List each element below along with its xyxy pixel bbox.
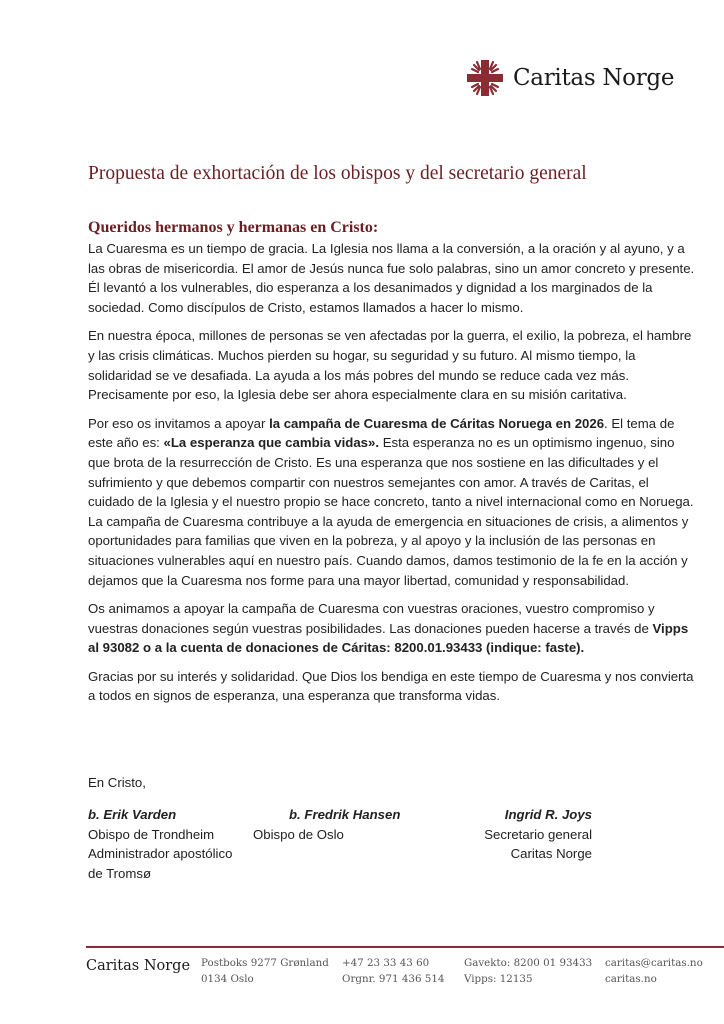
footer-line: Postboks 9277 Grønland <box>201 957 329 969</box>
footer-website-link[interactable]: caritas.no <box>605 973 657 985</box>
footer-contact <box>605 955 703 987</box>
signatory-title: Caritas Norge <box>510 846 592 862</box>
document-title: Propuesta de exhortación de los obispos y del secretario general <box>88 163 587 184</box>
signatory-erik-varden <box>88 805 232 883</box>
letter-body <box>88 239 698 715</box>
signatory-title: Obispo de Oslo <box>253 826 344 842</box>
signatory-title: Administrador apostólico <box>88 846 233 862</box>
footer-phone[interactable]: +47 23 33 43 60 <box>342 957 430 969</box>
text-run: Por eso os invitamos a apoyar <box>88 415 270 431</box>
footer-line: Gavekto: 8200 01 93433 <box>464 957 593 969</box>
paragraph-5: Gracias por su interés y solidaridad. Que Dios los bendiga en este tiempo de Cuaresma y nos convierta a todos en signos de esperanza, una esperanza que transforma vidas. <box>88 668 694 704</box>
campaign-name: la campaña de Cuaresma de Cáritas Noruega en 2026 <box>269 415 605 431</box>
footer-donations <box>464 955 592 987</box>
footer-line: Vipps: 12135 <box>464 973 533 985</box>
text-run: Esta esperanza no es un optimismo ingenuo, sino que brota de la resurrección de Cristo. Es una esperanza que nos sostiene en las dificultades y el sufrimiento y que debemos compartir con nuestros semejantes con amor. A través de Caritas, el cuidado de la Iglesia y el nuestro propio se hace concreto, tanto a nivel internacional como en Noruega. La campaña de Cuaresma contribuye a la ayuda de emergencia en situaciones de crisis, a alimentos y oportunidades para familias que viven en la pobreza, y al apoyo y la inclusión de las personas en situaciones vulnerables aquí en nuestro país. Cuando damos, damos testimonio de la fe en la acción y dejamos que la Cuaresma nos forme para una mayor libertad, comunidad y responsabilidad. <box>88 435 694 588</box>
paragraph-4 <box>88 599 698 658</box>
signatory-title: Obispo de Trondheim <box>88 826 215 842</box>
caritas-flame-cross-icon <box>465 58 505 98</box>
signatory-fredrik-hansen <box>253 805 400 844</box>
footer-brand: Caritas Norge <box>86 958 191 974</box>
closing: En Cristo, <box>88 775 146 790</box>
signatory-ingrid-joys <box>477 805 592 864</box>
footer-line: 0134 Oslo <box>201 973 254 985</box>
footer-line: Orgnr. 971 436 514 <box>342 973 445 985</box>
signatory-name: b. Fredrik Hansen <box>289 807 401 822</box>
paragraph-2: En nuestra época, millones de personas se ven afectadas por la guerra, el exilio, la pobreza, el hambre y las crisis climáticas. Muchos pierden su hogar, su seguridad y su futuro. Al mismo tiempo, la solidaridad se ve desafiada. La ayuda a los más pobres del mundo se reduce cada vez más. Precisamente por eso, la Iglesia debe ser ahora especialmente clara en su misión caritativa. <box>88 328 692 403</box>
signatory-title: Secretario general <box>484 826 592 842</box>
footer-phone-org <box>342 955 444 987</box>
signatory-name: Ingrid R. Joys <box>504 807 592 822</box>
text-run: Os animamos a apoyar la campaña de Cuaresma con vuestras oraciones, vuestro compromiso y vuestras donaciones según vuestras posibilidades. Las donaciones pueden hacerse a través de <box>88 601 655 636</box>
footer-divider <box>86 946 724 948</box>
text-run: . El tema de este año es: <box>88 415 675 451</box>
campaign-theme: «La esperanza que cambia vidas». <box>163 435 380 451</box>
signatory-title: de Tromsø <box>88 865 152 881</box>
donation-details: Vipps al 93082 o a la cuenta de donaciones de Cáritas: 8200.01.93433 (indique: faste). <box>88 620 689 656</box>
greeting: Queridos hermanos y hermanas en Cristo: <box>88 219 379 236</box>
footer-address <box>201 955 329 987</box>
caritas-logo <box>465 58 674 98</box>
logo-text: Caritas Norge <box>513 65 675 91</box>
footer-email-link[interactable]: caritas@caritas.no <box>605 957 703 969</box>
signatory-name: b. Erik Varden <box>88 807 177 822</box>
paragraph-3 <box>88 414 698 590</box>
paragraph-1: La Cuaresma es un tiempo de gracia. La Iglesia nos llama a la conversión, a la oración y al ayuno, y a las obras de misericordia. El amor de Jesús nunca fue solo palabras, sino un amor concreto y presente. Él levantó a los vulnerables, dio esperanza a los desanimados y dignidad a los marginados de la sociedad. Como discípulos de Cristo, estamos llamados a hacer lo mismo. <box>88 241 695 315</box>
